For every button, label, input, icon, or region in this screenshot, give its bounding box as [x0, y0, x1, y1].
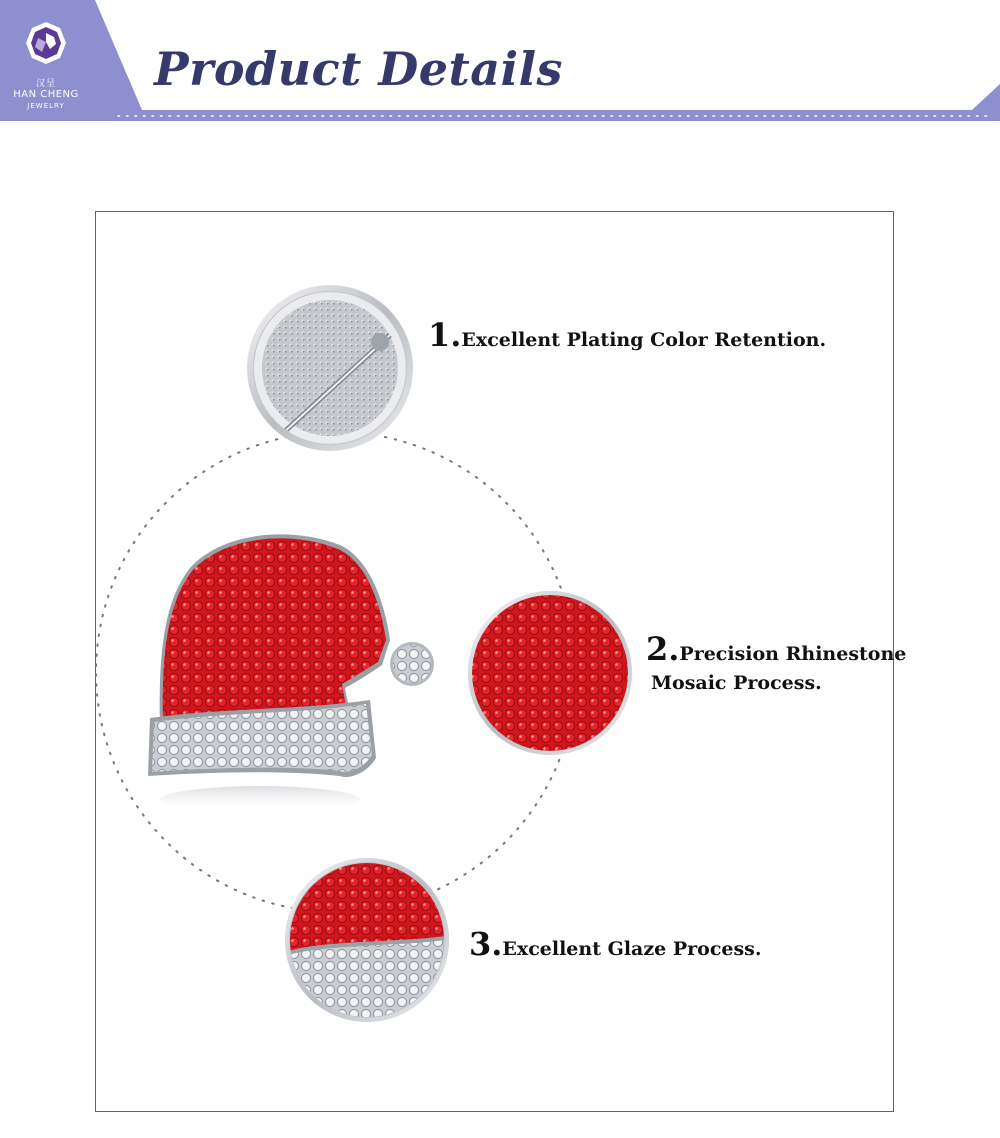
feature-1: [428, 318, 826, 353]
feature-2: [646, 632, 906, 667]
feature-2-text-line2: Mosaic Process.: [651, 672, 822, 694]
detail-circle-3: [280, 855, 460, 1030]
santa-hat-brooch: [148, 534, 434, 814]
feature-3-number: 3.: [469, 925, 503, 963]
brand-name: HAN CHENG: [13, 89, 79, 100]
detail-circle-1: [250, 288, 410, 450]
feature-1-number: 1.: [428, 316, 462, 354]
page-title: Product Details: [154, 42, 563, 96]
brand-chinese-name: 汉呈: [35, 79, 56, 89]
brand-subtitle: JEWELRY: [27, 102, 65, 110]
feature-2-number: 2.: [646, 630, 680, 668]
feature-3: [469, 927, 762, 962]
feature-2-text: Precision Rhinestone: [679, 643, 907, 665]
feature-1-text: Excellent Plating Color Retention.: [461, 329, 827, 351]
feature-3-text: Excellent Glaze Process.: [502, 938, 762, 960]
detail-circle-2: [460, 585, 640, 765]
